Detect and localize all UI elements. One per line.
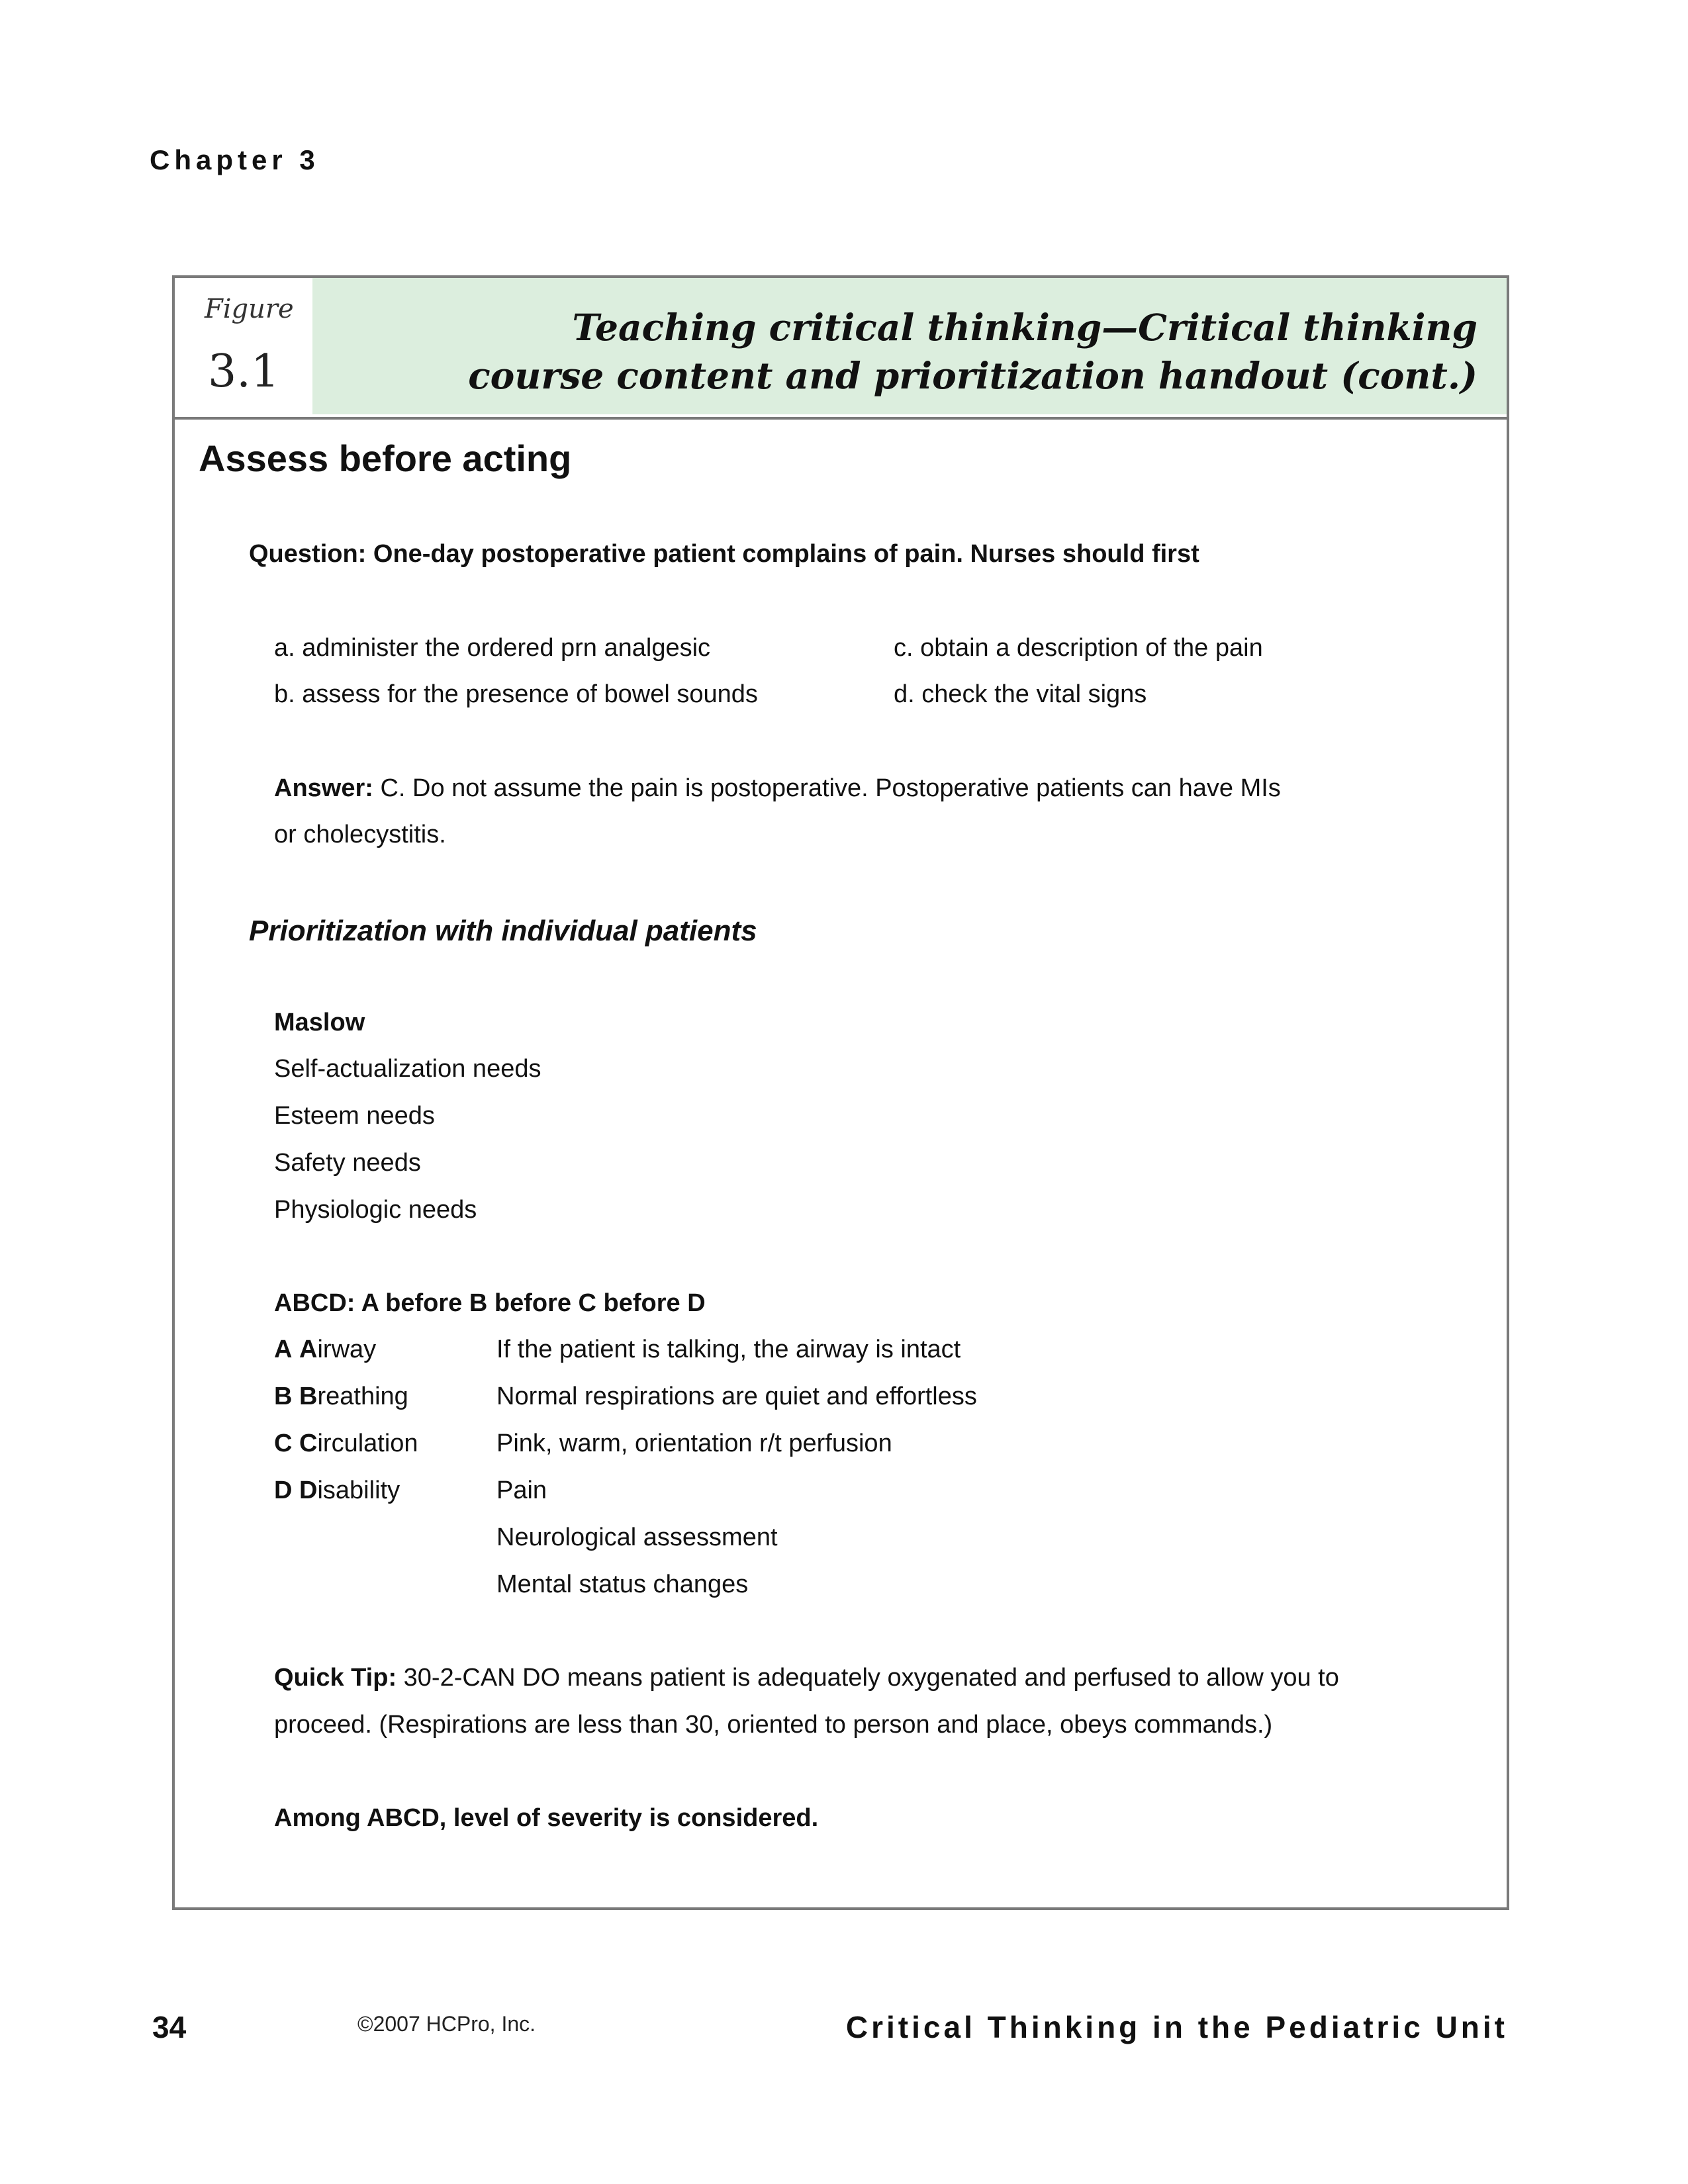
quick-tip-line-1 [274,1664,1339,1692]
section-heading: Assess before acting [199,437,572,479]
answer-line-1 [274,774,1281,803]
figure-number-box [175,278,312,414]
abcd-circulation-label: C Circulation [274,1430,418,1457]
question: Question: One-day postoperative patient complains of pain. Nurses should first [249,540,1199,568]
maslow-title: Maslow [274,1009,365,1036]
page-number: 34 [152,2010,187,2044]
answer-line-2: or cholecystitis. [274,821,446,848]
abcd-breathing-label: B Breathing [274,1383,408,1410]
option-d: d. check the vital signs [894,680,1147,708]
maslow-item: Physiologic needs [274,1196,477,1224]
abcd-airway-desc: If the patient is talking, the airway is intact [496,1336,961,1363]
abcd-disability-desc: Pain [496,1477,547,1504]
abcd-circulation-desc: Pink, warm, orientation r/t perfusion [496,1430,892,1457]
figure-title-line-2: course content and prioritization handout (cont.) [468,354,1477,397]
option-c: c. obtain a description of the pain [894,634,1263,662]
abcd-title: ABCD: A before B before C before D [274,1289,706,1317]
abcd-breathing-desc: Normal respirations are quiet and effortless [496,1383,977,1410]
figure-header [175,278,1507,420]
abcd-disability-extra: Mental status changes [496,1570,749,1598]
option-a: a. administer the ordered prn analgesic [274,634,711,662]
abcd-disability-extra: Neurological assessment [496,1524,778,1551]
figure-number: 3.1 [208,345,280,398]
figure-title [468,303,1477,400]
copyright: ©2007 HCPro, Inc. [357,2012,536,2036]
quick-tip-line-2: proceed. (Respirations are less than 30, oriented to person and place, obeys commands.) [274,1711,1273,1739]
book-title: Critical Thinking in the Pediatric Unit [845,2010,1508,2044]
option-b: b. assess for the presence of bowel sounds [274,680,758,708]
answer-text: C. Do not assume the pain is postoperative. Postoperative patients can have MIs [373,774,1281,802]
chapter-heading: Chapter 3 [150,144,320,175]
quick-tip-text: 30-2-CAN DO means patient is adequately oxygenated and perfused to allow you to [397,1664,1339,1692]
prioritization-heading: Prioritization with individual patients [249,915,757,947]
closing-note: Among ABCD, level of severity is considered. [274,1804,819,1832]
figure-box [172,275,1509,1910]
figure-title-box [312,278,1507,414]
maslow-item: Safety needs [274,1149,421,1177]
quick-tip-label: Quick Tip: [274,1664,397,1692]
figure-label: Figure [205,294,294,324]
maslow-item: Esteem needs [274,1102,435,1130]
maslow-item: Self-actualization needs [274,1055,541,1083]
abcd-disability-label: D Disability [274,1477,400,1504]
abcd-airway-label: A Airway [274,1336,377,1363]
answer-label: Answer: [274,774,373,802]
figure-title-line-1: Teaching critical thinking—Critical thinking [572,306,1477,349]
